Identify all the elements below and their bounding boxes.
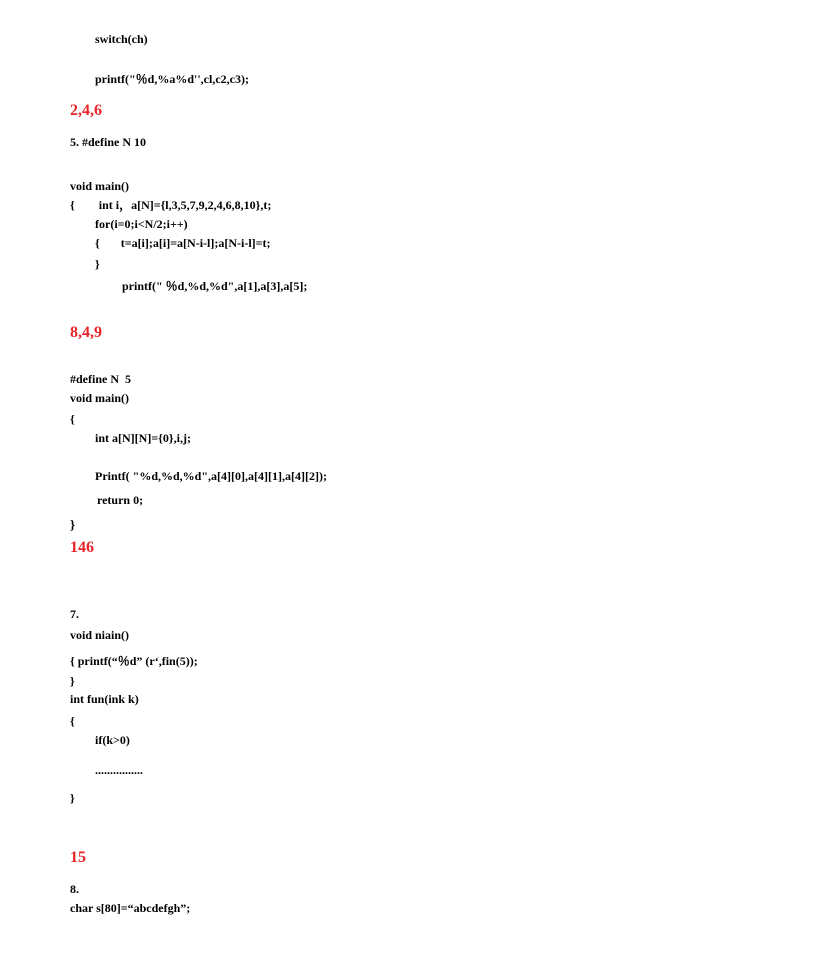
code-line-define-n5: #define N 5 [70, 372, 131, 386]
code-line-main-2: void main() [70, 391, 130, 405]
code-line-for-loop: for(i=0;i<N/2;i++) [95, 217, 188, 231]
question-7-heading: 7. [70, 607, 79, 621]
question-5-heading: 5. #define N 10 [70, 135, 146, 149]
code-line-main-1: void main() [70, 179, 130, 193]
answer-2: 8,4,9 [70, 324, 102, 341]
code-line-swap: { t=a[i];a[i]=a[N-i-l];a[N-i-l]=t; [95, 236, 271, 250]
code-line-close-brace-4: } [70, 791, 75, 805]
code-line-return: return 0; [97, 493, 144, 507]
code-line-printf-2: printf(" ％d,%d,%d",a[1],a[3],a[5]; [122, 279, 308, 293]
answer-3: 146 [70, 539, 94, 556]
code-line-open-brace-2: { [70, 412, 75, 426]
code-line-close-brace-2: } [70, 517, 76, 532]
code-line-printf-1: printf("％d,%a%d'',cl,c2,c3); [95, 72, 249, 86]
code-line-printf-3: Printf( "%d,%d,%d",a[4][0],a[4][1],a[4][2]); [95, 469, 327, 483]
code-line-fun-signature: int fun(ink k) [70, 692, 139, 706]
code-line-switch: switch(ch) [95, 32, 148, 46]
code-line-niain: void niain() [70, 628, 130, 642]
answer-4: 15 [70, 849, 86, 866]
code-line-ellipsis: ................ [95, 763, 143, 777]
code-line-close-brace-3: } [70, 674, 75, 688]
code-line-int-matrix: int a[N][N]={0},i,j; [95, 431, 191, 445]
code-line-close-brace-1: } [95, 257, 100, 271]
answer-1: 2,4,6 [70, 102, 102, 119]
question-8-heading: 8. [70, 882, 79, 896]
code-line-char-array: char s[80]=“abcdefgh”; [70, 901, 191, 915]
code-line-open-brace-4: { [70, 714, 75, 728]
code-line-printf-4: { printf(“％d” (r‘,fin(5)); [70, 654, 198, 668]
code-line-if: if(k>0) [95, 733, 130, 747]
code-line-declare-array: { int i，a[N]={l,3,5,7,9,2,4,6,8,10},t; [70, 198, 272, 212]
